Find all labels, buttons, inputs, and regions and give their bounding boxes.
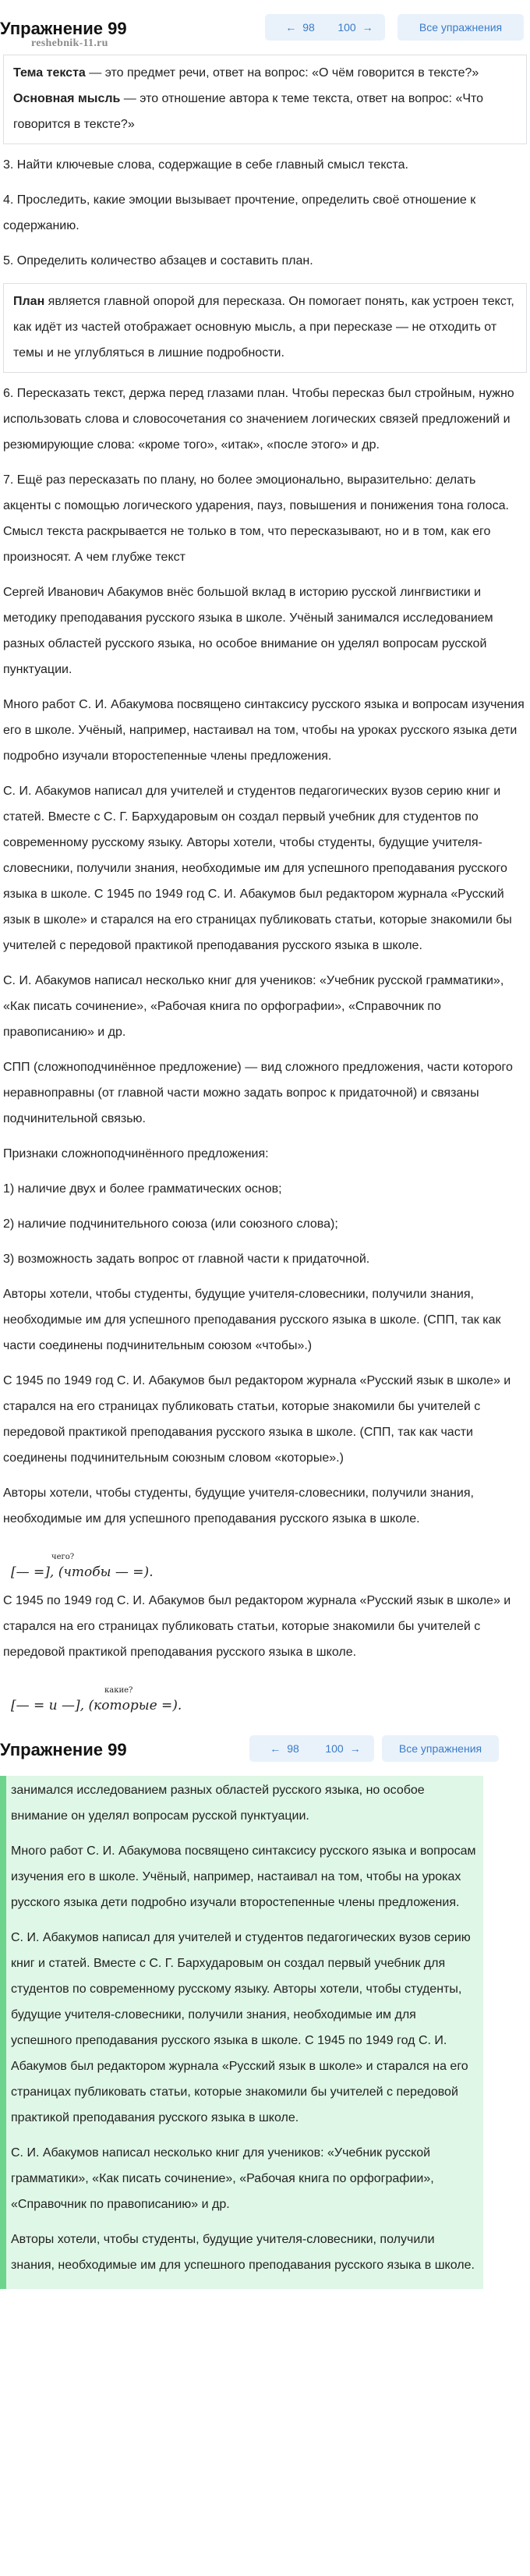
step-4: 4. Проследить, какие эмоции вызывает прочтение, определить своё отношение к содержанию. <box>3 193 476 232</box>
def-theme: — это предмет речи, ответ на вопрос: «О чём говорится в тексте?» <box>85 66 479 80</box>
green-paragraph-2: Много работ С. И. Абакумова посвящено синтаксису русского языка и вопросам изучения его в школе. Учёный, например, настаивал на том, чтобы на уроках русского языка дети подробно изучали второстепенные члены предложения. <box>11 1844 476 1909</box>
prev-exercise-button-repeat[interactable] <box>249 1735 320 1762</box>
next-exercise-label: 100 <box>337 21 356 34</box>
definition-box-plan <box>3 283 527 373</box>
def-main-idea: — это отношение автора к теме текста, ответ на вопрос: «Что говорится в тексте?» <box>13 92 484 131</box>
definition-box-theme <box>3 55 527 144</box>
arrow-left-icon: ← <box>270 1742 281 1755</box>
page-title: Упражнение 99 <box>0 19 127 38</box>
green-paragraph-3: С. И. Абакумов написал для учителей и студентов педагогических вузов серию книг и статей. Вместе с С. Г. Бархударовым он создал первый учебник для студентов по современному русскому языку. Авторы хотели, чтобы студенты, будущие учителя-словесники, получили знания, необходимые им для успешного преподавания русского языка в школе. С 1945 по 1949 год С. И. Абакумов был редактором журнала «Русский язык в школе» и старался на его страницах публиковать статьи, которые знакомили бы учителей с передовой практикой преподавания русского языка в школе. <box>11 1931 471 2124</box>
step-5: 5. Определить количество абзацев и составить план. <box>3 254 313 268</box>
spp-sign-1: 1) наличие двух и более грамматических основ; <box>3 1182 282 1196</box>
example-3: Авторы хотели, чтобы студенты, будущие учителя-словесники, получили знания, необходимые им для успешного преподавания русского языка в школе. <box>3 1486 474 1525</box>
next-exercise-button[interactable] <box>326 14 385 41</box>
spp-sign-2: 2) наличие подчинительного союза (или союзного слова); <box>3 1217 338 1231</box>
paragraph-3: С. И. Абакумов написал для учителей и студентов педагогических вузов серию книг и статей. Вместе с С. Г. Бархударовым он создал первый учебник для студентов по современному русскому языку. Авторы хотели, чтобы студенты, будущие учителя-словесники, получили знания, необходимые им для успешного преподавания русского языка в школе. С 1945 по 1949 год С. И. Абакумов был редактором журнала «Русский язык в школе» и старался на его страницах публиковать статьи, которые знакомили бы учителей с передовой практикой преподавания русского языка в школе. <box>3 785 512 952</box>
header-bar-repeat <box>0 1721 530 1776</box>
definition-theme <box>13 60 517 86</box>
next-exercise-button-repeat[interactable] <box>312 1735 374 1762</box>
arrow-right-icon: → <box>349 1742 361 1755</box>
all-exercises-button[interactable]: Все упражнения <box>398 14 524 41</box>
next-exercise-label-repeat: 100 <box>325 1742 344 1755</box>
green-paragraph-4: С. И. Абакумов написал несколько книг для учеников: «Учебник русской грамматики», «Как писать сочинение», «Рабочая книга по орфографии», «Справочник по правописанию» и др. <box>11 2146 434 2211</box>
main-content <box>0 55 530 1721</box>
sentence-schema-2 <box>3 1674 527 1721</box>
paragraph-2: Много работ С. И. Абакумова посвящено синтаксису русского языка и вопросам изучения его в школе. Учёный, например, настаивал на том, чтобы на уроках русского языка дети подробно изучали второстепенные члены предложения. <box>3 698 525 763</box>
example-1: Авторы хотели, чтобы студенты, будущие учителя-словесники, получили знания, необходимые им для успешного преподавания русского языка в школе. (СПП, так как части соединены подчинительным союзом «чтобы».) <box>3 1288 501 1352</box>
prev-exercise-button[interactable] <box>265 14 335 41</box>
paragraph-1: Сергей Иванович Абакумов внёс большой вклад в историю русской лингвистики и методику преподавания русского языка в школе. Учёный занимался исследованием разных областей русского языка, но особое внимание он уделял вопросам русской пунктуации. <box>3 586 493 676</box>
sentence-schema-1 <box>3 1541 527 1588</box>
spp-signs-heading: Признаки сложноподчинённого предложения: <box>3 1147 269 1160</box>
schema-1-text: [— =], (чтобы — =). <box>11 1564 154 1580</box>
term-theme: Тема текста <box>13 66 86 80</box>
term-plan: План <box>13 295 45 308</box>
all-exercises-button-repeat[interactable]: Все упражнения <box>382 1735 499 1762</box>
schema-2-question: какие? <box>104 1686 133 1695</box>
spp-sign-3: 3) возможность задать вопрос от главной части к придаточной. <box>3 1253 370 1266</box>
prev-exercise-label-repeat: 98 <box>287 1742 299 1755</box>
highlighted-text-block <box>0 1776 483 2289</box>
green-paragraph-5: Авторы хотели, чтобы студенты, будущие учителя-словесники, получили знания, необходимые им для успешного преподавания русского языка в школе. <box>11 2233 475 2272</box>
spp-definition: СПП (сложноподчинённое предложение) — вид сложного предложения, части которого неравноправны (от главной части можно задать вопрос к придаточной) и связаны подчинительной связью. <box>3 1061 513 1125</box>
paragraph-4: С. И. Абакумов написал несколько книг для учеников: «Учебник русской грамматики», «Как писать сочинение», «Рабочая книга по орфографии», «Справочник по правописанию» и др. <box>3 974 504 1039</box>
def-plan: является главной опорой для пересказа. Он помогает понять, как устроен текст, как идёт из частей отображает основную мысль, а при пересказе — не отходить от темы и не углубляться в лишние подробности. <box>13 295 514 360</box>
schema-1-question: чего? <box>51 1553 75 1561</box>
green-paragraph-1: занимался исследованием разных областей русского языка, но особое внимание он уделял вопросам русской пунктуации. <box>11 1784 425 1823</box>
arrow-left-icon: ← <box>285 21 297 34</box>
header-bar <box>0 0 530 55</box>
step-6: 6. Пересказать текст, держа перед глазами план. Чтобы пересказ был стройным, нужно использовать слова и словосочетания со значением логических связей предложений и резюмирующие слова: «кроме того», «итак», «после этого» и др. <box>3 387 514 452</box>
term-main-idea: Основная мысль <box>13 92 121 105</box>
schema-2-text: [— = и —], (которые =). <box>11 1698 182 1713</box>
prev-exercise-label: 98 <box>302 21 315 34</box>
step-7: 7. Ещё раз пересказать по плану, но более эмоционально, выразительно: делать акценты с помощью логического ударения, пауз, повышения и понижения тона голоса. Смысл текста раскрывается не только в том, что пересказывают, но и в том, как его произносят. А чем глубже текст <box>3 473 509 564</box>
definition-main-idea <box>13 86 517 137</box>
step-3: 3. Найти ключевые слова, содержащие в себе главный смысл текста. <box>3 158 408 172</box>
example-4: С 1945 по 1949 год С. И. Абакумов был редактором журнала «Русский язык в школе» и старался на его страницах публиковать статьи, которые знакомили бы учителей с передовой практикой преподавания русского языка в школе. <box>3 1594 511 1659</box>
example-2: С 1945 по 1949 год С. И. Абакумов был редактором журнала «Русский язык в школе» и старался на его страницах публиковать статьи, которые знакомили бы учителей с передовой практикой преподавания русского языка в школе. (СПП, так как части соединены подчинительным союзным словом «которые».) <box>3 1374 511 1465</box>
page-title-repeat: Упражнение 99 <box>0 1740 127 1759</box>
arrow-right-icon: → <box>362 21 373 34</box>
watermark: reshebnik-11.ru <box>31 37 108 49</box>
